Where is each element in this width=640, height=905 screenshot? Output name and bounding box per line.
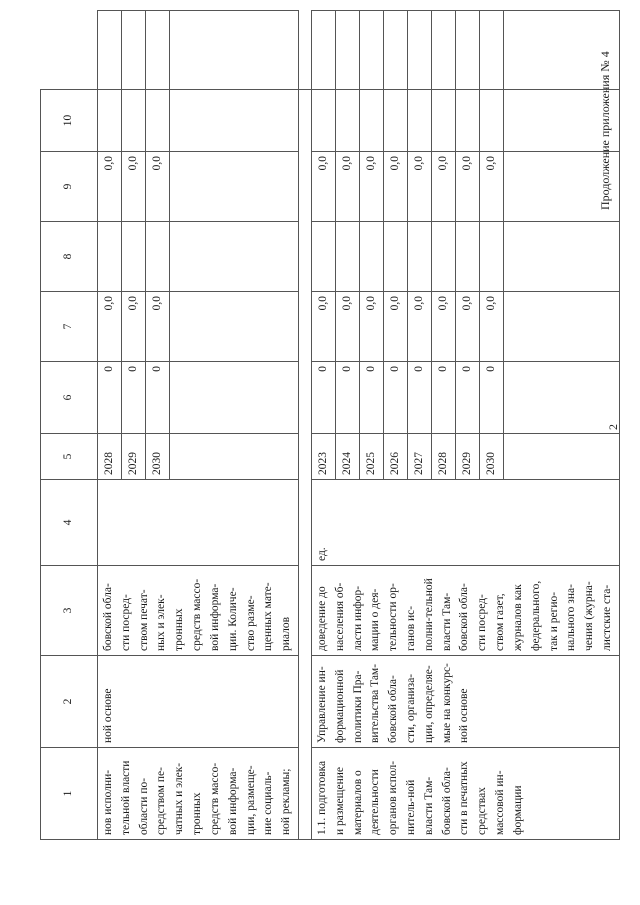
value-c7 — [408, 222, 432, 291]
value-c7 — [456, 222, 480, 291]
year-value: 2024 — [336, 434, 360, 479]
value-c10 — [146, 11, 170, 89]
stack-cell-c6 — [311, 292, 619, 362]
text-line: полни-тельной — [422, 578, 435, 651]
page-number: 2 — [606, 424, 620, 430]
text-line: ции. Количе- — [226, 587, 239, 651]
text-line: сти посред- — [119, 594, 132, 651]
value-c7 — [98, 222, 122, 291]
value-c10 — [360, 11, 384, 89]
event-description-cell — [98, 748, 299, 840]
stack-cell-c10 — [311, 11, 619, 90]
year-value: 2026 — [384, 434, 408, 479]
value-c9 — [336, 90, 360, 151]
value-c8: 0,0 — [312, 152, 336, 221]
stack-cell-c7 — [98, 222, 299, 292]
value-c7 — [480, 222, 504, 291]
value-c10 — [312, 11, 336, 89]
value-c5: 0 — [456, 362, 480, 433]
value-c10 — [432, 11, 456, 89]
indicator-cell — [311, 566, 619, 656]
value-c9 — [360, 90, 384, 151]
text-line: ции, определяе- — [422, 665, 435, 743]
value-c5: 0 — [98, 362, 122, 433]
value-c6: 0,0 — [360, 292, 384, 361]
value-c7 — [432, 222, 456, 291]
text-line: бовской обла- — [387, 675, 400, 743]
text-line: материалов о — [351, 770, 364, 835]
value-c10 — [98, 11, 122, 89]
text-line: и размещение — [333, 766, 346, 835]
stack-cell-c9 — [311, 90, 619, 152]
text-line: ной рекламы; — [280, 768, 293, 835]
value-c10 — [336, 11, 360, 89]
text-line: нального зна- — [565, 584, 578, 651]
text-line: сти посред- — [476, 594, 489, 651]
value-c10 — [122, 11, 146, 89]
value-c8: 0,0 — [456, 152, 480, 221]
year-value: 2029 — [456, 434, 480, 479]
year-value: 2028 — [98, 434, 122, 479]
executor-cell — [98, 656, 299, 748]
stack-cell-c6 — [98, 292, 299, 362]
text-line: бовской обла- — [102, 583, 114, 651]
column-header-10: 10 — [41, 90, 98, 152]
value-c9 — [408, 90, 432, 151]
text-line: ние социаль- — [262, 771, 275, 835]
text-line: массовой ин- — [494, 770, 507, 835]
text-line: тронных — [173, 608, 186, 651]
text-line: формационной — [333, 669, 346, 743]
value-c9 — [122, 90, 146, 151]
text-line: вой информа- — [226, 767, 239, 835]
stack-cell-c5 — [311, 362, 619, 434]
unit-cell — [98, 480, 299, 566]
text-line: чения (журна- — [583, 581, 596, 651]
stack-cell-year — [98, 434, 299, 480]
value-c9 — [98, 90, 122, 151]
value-c10 — [408, 11, 432, 89]
stack-cell-c9 — [98, 90, 299, 152]
text-line: средствах — [476, 787, 489, 835]
text-line: сти, организа- — [405, 673, 417, 743]
text-line: ции, размеще- — [244, 765, 257, 835]
value-c8: 0,0 — [336, 152, 360, 221]
stack-cell-c8 — [98, 152, 299, 222]
text-line: ласти инфор- — [351, 585, 364, 651]
column-header-5: 5 — [41, 434, 98, 480]
value-c7 — [384, 222, 408, 291]
value-c10 — [480, 11, 504, 89]
text-line: ганов ис- — [405, 605, 417, 651]
value-c10 — [456, 11, 480, 89]
text-line: политики Пра- — [351, 670, 364, 743]
text-line: так и регио- — [547, 591, 560, 651]
text-line: формации — [511, 785, 524, 835]
value-c5: 0 — [146, 362, 170, 433]
spacer-row — [298, 11, 311, 840]
text-line: органов испол- — [387, 760, 400, 835]
value-c6: 0,0 — [456, 292, 480, 361]
text-line: чатных и элек- — [173, 762, 186, 835]
column-header-3: 3 — [41, 566, 98, 656]
rotated-content — [10, 30, 630, 870]
text-line: щенных мате- — [262, 582, 275, 651]
value-c8: 0,0 — [98, 152, 122, 221]
unit-label: ед. — [315, 547, 328, 561]
value-c6: 0,0 — [122, 292, 146, 361]
value-c6: 0,0 — [480, 292, 504, 361]
value-c9 — [146, 90, 170, 151]
value-c8: 0,0 — [384, 152, 408, 221]
text-line: нов исполни- — [102, 769, 114, 835]
value-c8: 0,0 — [360, 152, 384, 221]
year-value: 2030 — [480, 434, 504, 479]
value-c8: 0,0 — [480, 152, 504, 221]
text-line: области по- — [137, 777, 150, 835]
text-line: мации о дея- — [369, 588, 382, 651]
text-line: средством пе- — [155, 767, 168, 835]
value-c7 — [336, 222, 360, 291]
year-value: 2028 — [432, 434, 456, 479]
column-header-7: 7 — [41, 292, 98, 362]
text-line: вой информа- — [208, 583, 221, 651]
stack-cell-c5 — [98, 362, 299, 434]
text-line: 1.1. подготовка — [315, 760, 328, 835]
text-line: федерального, — [529, 580, 542, 651]
value-c8: 0,0 — [432, 152, 456, 221]
stack-cell-c10 — [98, 11, 299, 90]
text-line: вительства Там- — [369, 663, 382, 743]
text-line: власти Там- — [422, 776, 435, 835]
text-line: мые на конкурс- — [440, 663, 453, 743]
value-c5: 0 — [312, 362, 336, 433]
year-value: 2025 — [360, 434, 384, 479]
value-c6: 0,0 — [408, 292, 432, 361]
stack-cell-c8 — [311, 152, 619, 222]
value-c5: 0 — [480, 362, 504, 433]
text-line: Управление ин- — [315, 666, 328, 743]
value-c8: 0,0 — [146, 152, 170, 221]
text-line: бовской обла- — [458, 583, 471, 651]
value-c6: 0,0 — [432, 292, 456, 361]
text-line: журналов как — [511, 584, 524, 651]
text-line: риалов — [280, 616, 293, 651]
column-header-2: 2 — [41, 656, 98, 748]
text-line: ных и элек- — [155, 594, 168, 651]
text-line: тронных — [191, 792, 204, 835]
indicator-cell — [98, 566, 299, 656]
stack-cell-year — [311, 434, 619, 480]
value-c5: 0 — [360, 362, 384, 433]
text-line: тельной власти — [119, 760, 132, 835]
value-c5: 0 — [408, 362, 432, 433]
text-line: деятельности — [369, 769, 382, 835]
column-header-8: 8 — [41, 222, 98, 292]
value-c6: 0,0 — [146, 292, 170, 361]
text-line: сти в печатных — [458, 761, 471, 835]
text-line: средств массо- — [191, 578, 204, 651]
value-c6: 0,0 — [312, 292, 336, 361]
text-line: ством печат- — [137, 589, 150, 651]
column-header-6: 6 — [41, 362, 98, 434]
column-header-9: 9 — [41, 152, 98, 222]
value-c10 — [384, 11, 408, 89]
value-c9 — [432, 90, 456, 151]
text-line: листские ста- — [600, 584, 613, 651]
year-value: 2030 — [146, 434, 170, 479]
stack-cell-c7 — [311, 222, 619, 292]
value-c9 — [456, 90, 480, 151]
text-line: ство разме- — [244, 595, 257, 651]
event-description-cell — [311, 748, 619, 840]
year-value: 2023 — [312, 434, 336, 479]
unit-cell — [311, 480, 619, 566]
value-c6: 0,0 — [336, 292, 360, 361]
appendix-heading: Продолжение приложения № 4 — [598, 51, 612, 210]
value-c9 — [480, 90, 504, 151]
text-line: средств массо- — [208, 762, 221, 835]
value-c7 — [312, 222, 336, 291]
appendix-table — [40, 10, 620, 840]
text-line: власти Там- — [440, 592, 453, 651]
value-c5: 0 — [122, 362, 146, 433]
year-value: 2027 — [408, 434, 432, 479]
value-c8: 0,0 — [408, 152, 432, 221]
value-c5: 0 — [432, 362, 456, 433]
column-header-row — [41, 11, 98, 840]
executor-cell — [311, 656, 619, 748]
column-header-1: 1 — [41, 748, 98, 840]
text-line: тельности ор- — [387, 583, 400, 651]
value-c7 — [146, 222, 170, 291]
text-line: ной основе — [102, 688, 114, 743]
value-c5: 0 — [336, 362, 360, 433]
year-value: 2029 — [122, 434, 146, 479]
block-1-row — [98, 11, 299, 840]
text-line: бовской обла- — [440, 767, 453, 835]
text-line: ной основе — [458, 688, 471, 743]
text-line: нитель-ной — [405, 779, 417, 835]
value-c6: 0,0 — [384, 292, 408, 361]
value-c5: 0 — [384, 362, 408, 433]
block-2-row — [311, 11, 619, 840]
value-c9 — [384, 90, 408, 151]
text-line: населения об- — [333, 582, 346, 651]
column-header-4: 4 — [41, 480, 98, 566]
value-c9 — [312, 90, 336, 151]
value-c6: 0,0 — [98, 292, 122, 361]
value-c7 — [122, 222, 146, 291]
value-c8: 0,0 — [122, 152, 146, 221]
text-line: доведение до — [315, 586, 328, 651]
text-line: ством газет, — [494, 593, 507, 651]
value-c7 — [360, 222, 384, 291]
